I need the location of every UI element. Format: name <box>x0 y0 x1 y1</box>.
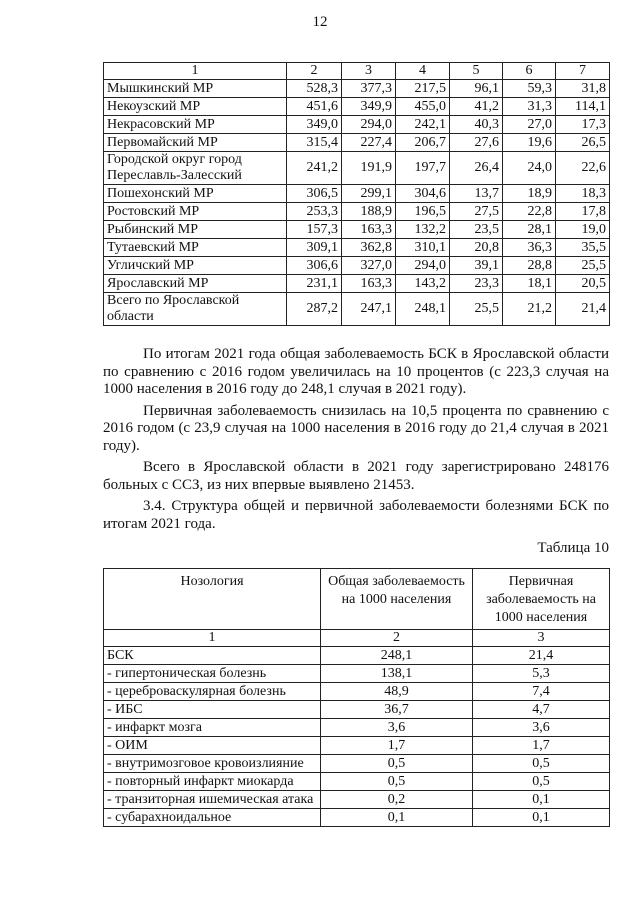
value-cell: 362,8 <box>342 239 396 257</box>
nosology-name: - ОИМ <box>104 737 321 755</box>
value-cell: 0,2 <box>321 791 473 809</box>
value-cell: 41,2 <box>450 98 503 116</box>
table-row <box>104 809 610 827</box>
region-name: Городской округ город Переславль-Залесский <box>104 152 287 185</box>
table-row <box>104 755 610 773</box>
value-cell: 349,9 <box>342 98 396 116</box>
table-row <box>104 737 610 755</box>
value-cell: 23,3 <box>450 275 503 293</box>
value-cell: 17,3 <box>556 116 610 134</box>
value-cell: 27,5 <box>450 203 503 221</box>
table-row <box>104 98 610 116</box>
value-cell: 143,2 <box>396 275 450 293</box>
value-cell: 248,1 <box>321 647 473 665</box>
value-cell: 24,0 <box>503 152 556 185</box>
value-cell: 217,5 <box>396 80 450 98</box>
value-cell: 1,7 <box>321 737 473 755</box>
value-cell: 455,0 <box>396 98 450 116</box>
paragraph: 3.4. Структура общей и первичной заболеваемости болезнями БСК по итогам 2021 года. <box>103 498 609 532</box>
value-cell: 315,4 <box>287 134 342 152</box>
value-cell: 36,3 <box>503 239 556 257</box>
value-cell: 309,1 <box>287 239 342 257</box>
table-row <box>104 221 610 239</box>
value-cell: 287,2 <box>287 293 342 326</box>
numbering-row <box>104 630 610 647</box>
table-row <box>104 152 610 185</box>
value-cell: 310,1 <box>396 239 450 257</box>
column-number: 2 <box>287 63 342 80</box>
table-row <box>104 773 610 791</box>
value-cell: 23,5 <box>450 221 503 239</box>
value-cell: 138,1 <box>321 665 473 683</box>
value-cell: 163,3 <box>342 275 396 293</box>
value-cell: 17,8 <box>556 203 610 221</box>
table-row <box>104 719 610 737</box>
table-row <box>104 683 610 701</box>
value-cell: 306,5 <box>287 185 342 203</box>
value-cell: 528,3 <box>287 80 342 98</box>
body-text <box>103 346 609 537</box>
value-cell: 0,5 <box>473 755 610 773</box>
value-cell: 191,9 <box>342 152 396 185</box>
value-cell: 294,0 <box>342 116 396 134</box>
table-row <box>104 647 610 665</box>
column-number: 3 <box>342 63 396 80</box>
nosology-structure-table <box>103 568 610 827</box>
value-cell: 31,8 <box>556 80 610 98</box>
value-cell: 0,5 <box>473 773 610 791</box>
value-cell: 451,6 <box>287 98 342 116</box>
value-cell: 39,1 <box>450 257 503 275</box>
column-header: Нозология <box>104 569 321 630</box>
region-name: Пошехонский МР <box>104 185 287 203</box>
value-cell: 294,0 <box>396 257 450 275</box>
table-row <box>104 185 610 203</box>
value-cell: 59,3 <box>503 80 556 98</box>
value-cell: 188,9 <box>342 203 396 221</box>
value-cell: 196,5 <box>396 203 450 221</box>
value-cell: 241,2 <box>287 152 342 185</box>
value-cell: 0,5 <box>321 755 473 773</box>
value-cell: 197,7 <box>396 152 450 185</box>
region-name: Всего по Ярославской области <box>104 293 287 326</box>
region-name: Рыбинский МР <box>104 221 287 239</box>
nosology-name: - ИБС <box>104 701 321 719</box>
value-cell: 18,9 <box>503 185 556 203</box>
table-caption: Таблица 10 <box>537 540 609 556</box>
nosology-name: - транзиторная ишемическая атака <box>104 791 321 809</box>
table-row <box>104 293 610 326</box>
table-row <box>104 275 610 293</box>
table-row <box>104 701 610 719</box>
value-cell: 253,3 <box>287 203 342 221</box>
value-cell: 0,5 <box>321 773 473 791</box>
table-row <box>104 239 610 257</box>
region-name: Некрасовский МР <box>104 116 287 134</box>
value-cell: 304,6 <box>396 185 450 203</box>
table-row <box>104 791 610 809</box>
table-row <box>104 665 610 683</box>
value-cell: 13,7 <box>450 185 503 203</box>
value-cell: 0,1 <box>321 809 473 827</box>
nosology-name: - внутримозговое кровоизлияние <box>104 755 321 773</box>
value-cell: 25,5 <box>556 257 610 275</box>
column-number: 2 <box>321 630 473 647</box>
value-cell: 4,7 <box>473 701 610 719</box>
region-name: Ростовский МР <box>104 203 287 221</box>
column-number: 4 <box>396 63 450 80</box>
column-header: Общая заболеваемость на 1000 населения <box>321 569 473 630</box>
nosology-name: - субарахноидальное <box>104 809 321 827</box>
value-cell: 377,3 <box>342 80 396 98</box>
value-cell: 18,1 <box>503 275 556 293</box>
region-name: Угличский МР <box>104 257 287 275</box>
column-number: 7 <box>556 63 610 80</box>
value-cell: 5,3 <box>473 665 610 683</box>
nosology-name: БСК <box>104 647 321 665</box>
region-name: Первомайский МР <box>104 134 287 152</box>
value-cell: 22,8 <box>503 203 556 221</box>
value-cell: 31,3 <box>503 98 556 116</box>
paragraph: Всего в Ярославской области в 2021 году зарегистрировано 248176 больных с ССЗ, из них впервые выявлено 21453. <box>103 459 609 493</box>
value-cell: 247,1 <box>342 293 396 326</box>
value-cell: 36,7 <box>321 701 473 719</box>
regional-morbidity-table <box>103 62 610 326</box>
value-cell: 0,1 <box>473 809 610 827</box>
value-cell: 20,8 <box>450 239 503 257</box>
page-number: 12 <box>312 14 328 30</box>
value-cell: 22,6 <box>556 152 610 185</box>
value-cell: 132,2 <box>396 221 450 239</box>
value-cell: 48,9 <box>321 683 473 701</box>
table-row <box>104 116 610 134</box>
value-cell: 35,5 <box>556 239 610 257</box>
value-cell: 19,6 <box>503 134 556 152</box>
value-cell: 21,2 <box>503 293 556 326</box>
table-row <box>104 134 610 152</box>
value-cell: 26,5 <box>556 134 610 152</box>
value-cell: 27,0 <box>503 116 556 134</box>
column-number: 1 <box>104 63 287 80</box>
value-cell: 231,1 <box>287 275 342 293</box>
value-cell: 299,1 <box>342 185 396 203</box>
value-cell: 7,4 <box>473 683 610 701</box>
nosology-name: - цереброваскулярная болезнь <box>104 683 321 701</box>
region-name: Некоузский МР <box>104 98 287 116</box>
value-cell: 28,8 <box>503 257 556 275</box>
region-name: Ярославский МР <box>104 275 287 293</box>
table-row <box>104 257 610 275</box>
value-cell: 21,4 <box>556 293 610 326</box>
column-number: 1 <box>104 630 321 647</box>
value-cell: 26,4 <box>450 152 503 185</box>
value-cell: 18,3 <box>556 185 610 203</box>
column-header: Первичная заболеваемость на 1000 населения <box>473 569 610 630</box>
column-number: 5 <box>450 63 503 80</box>
value-cell: 28,1 <box>503 221 556 239</box>
value-cell: 3,6 <box>321 719 473 737</box>
table-header-row <box>104 63 610 80</box>
value-cell: 19,0 <box>556 221 610 239</box>
paragraph: По итогам 2021 года общая заболеваемость БСК в Ярославской области по сравнению с 2016 годом увеличилась на 10 процентов (с 223,3 случая на 1000 населения в 2016 году до 248,1 случая в 2021 году). <box>103 346 609 397</box>
value-cell: 1,7 <box>473 737 610 755</box>
value-cell: 327,0 <box>342 257 396 275</box>
region-name: Мышкинский МР <box>104 80 287 98</box>
table-header-row <box>104 569 610 630</box>
paragraph: Первичная заболеваемость снизилась на 10,5 процента по сравнению с 2016 годом (с 23,9 случая на 1000 населения в 2016 году до 21,4 случая в 2021 году). <box>103 402 609 454</box>
column-number: 6 <box>503 63 556 80</box>
value-cell: 3,6 <box>473 719 610 737</box>
value-cell: 21,4 <box>473 647 610 665</box>
table-row <box>104 203 610 221</box>
value-cell: 227,4 <box>342 134 396 152</box>
value-cell: 163,3 <box>342 221 396 239</box>
value-cell: 96,1 <box>450 80 503 98</box>
value-cell: 349,0 <box>287 116 342 134</box>
value-cell: 206,7 <box>396 134 450 152</box>
value-cell: 20,5 <box>556 275 610 293</box>
value-cell: 25,5 <box>450 293 503 326</box>
table-row <box>104 80 610 98</box>
nosology-name: - инфаркт мозга <box>104 719 321 737</box>
value-cell: 248,1 <box>396 293 450 326</box>
value-cell: 306,6 <box>287 257 342 275</box>
value-cell: 157,3 <box>287 221 342 239</box>
nosology-name: - гипертоническая болезнь <box>104 665 321 683</box>
value-cell: 242,1 <box>396 116 450 134</box>
nosology-name: - повторный инфаркт миокарда <box>104 773 321 791</box>
value-cell: 40,3 <box>450 116 503 134</box>
value-cell: 27,6 <box>450 134 503 152</box>
value-cell: 0,1 <box>473 791 610 809</box>
column-number: 3 <box>473 630 610 647</box>
value-cell: 114,1 <box>556 98 610 116</box>
region-name: Тутаевский МР <box>104 239 287 257</box>
